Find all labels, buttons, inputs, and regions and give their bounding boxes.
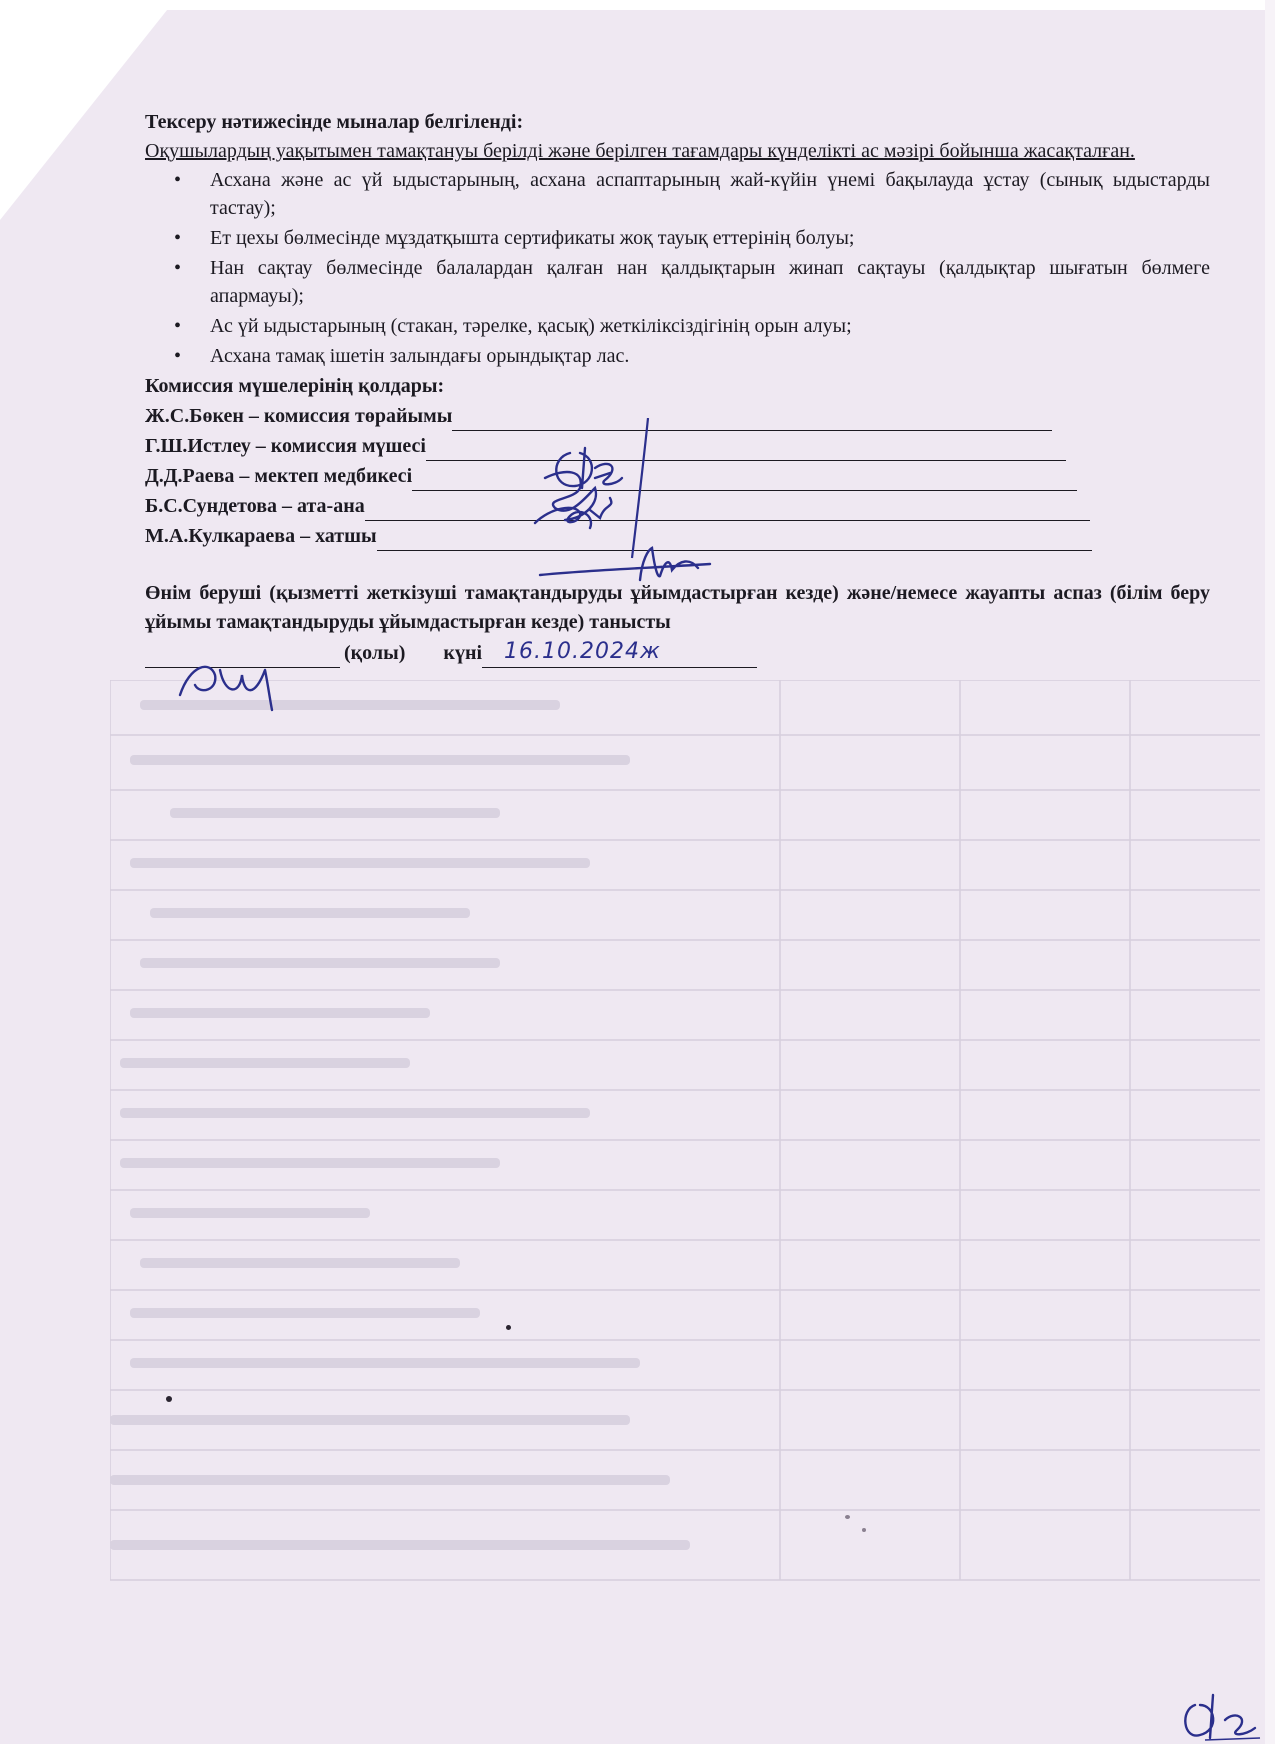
scan-edge-top <box>0 0 1275 10</box>
date-label: күні <box>443 642 483 664</box>
date-field <box>482 641 757 668</box>
signature-line <box>365 498 1090 521</box>
signatory-name: Б.С.Сундетова – ата-ана <box>145 495 365 517</box>
page-initials-icon <box>1175 1680 1265 1750</box>
signature-line <box>377 528 1092 551</box>
signatory-name: Ж.С.Бөкен – комиссия төрайымы <box>145 405 453 427</box>
signature-nurse-icon <box>520 488 630 538</box>
signature-label: (қолы) <box>344 642 406 664</box>
scan-speck <box>845 1515 850 1519</box>
scan-speck <box>166 1396 172 1402</box>
acknowledgement-text: Өнім беруші (қызметті жеткізуші тамақтандыруды ұйымдастырған кезде) және/немесе жауапты аспаз (білім беру ұйымы тамақтандыруды ұйымдастырған кезде) танысты <box>145 582 1210 633</box>
list-item: • Асхана тамақ ішетін залындағы орындықтар лас. <box>210 342 1210 370</box>
signatory-name: М.А.Кулкараева – хатшы <box>145 525 377 547</box>
signatures-heading: Комиссия мүшелерінің қолдары: <box>145 375 445 397</box>
acknowledgement-signature-row <box>145 639 1210 668</box>
list-item: • Нан сақтау бөлмесінде балалардан қалған нан қалдықтарын жинап сақтауы (қалдықтар шығатын бөлмеге апармауы); <box>210 254 1210 310</box>
findings-heading: Тексеру нәтижесінде мыналар белгіленді: <box>145 111 524 133</box>
list-item: • Асхана және ас үй ыдыстарының, асхана аспаптарының жай-күйін үнемі бақылауда ұстау (сынық ыдыстарды тастау); <box>210 166 1210 222</box>
list-item: • Ас үй ыдыстарының (стакан, тәрелке, қасық) жеткіліксіздігінің орын алуы; <box>210 312 1210 340</box>
bleed-through-table <box>110 680 1260 1620</box>
findings-list <box>145 166 1210 370</box>
signature-row <box>145 491 1210 521</box>
signature-supplier-icon <box>170 655 280 715</box>
signature-row <box>145 431 1210 461</box>
scan-edge-bottom <box>0 1744 1275 1754</box>
scan-speck <box>862 1528 866 1532</box>
signature-line <box>412 468 1077 491</box>
summary-paragraph: Оқушылардың уақытымен тамақтануы берілді және берілген тағамдары күнделікті ас мәзірі бойынша жасақталған. <box>145 140 1135 162</box>
list-item: • Ет цехы бөлмесінде мұздатқышта сертификаты жоқ тауық еттерінің болуы; <box>210 224 1210 252</box>
signatory-name: Г.Ш.Истлеу – комиссия мүшесі <box>145 435 426 457</box>
signature-line <box>426 438 1066 461</box>
signatory-name: Д.Д.Раева – мектеп медбикесі <box>145 465 413 487</box>
handwritten-date: 16.10.2024ж <box>504 639 661 664</box>
scan-edge-right <box>1265 0 1275 1754</box>
signature-secretary-icon <box>530 540 720 590</box>
scan-speck <box>506 1325 511 1330</box>
signature-row <box>145 461 1210 491</box>
signature-row <box>145 401 1210 431</box>
